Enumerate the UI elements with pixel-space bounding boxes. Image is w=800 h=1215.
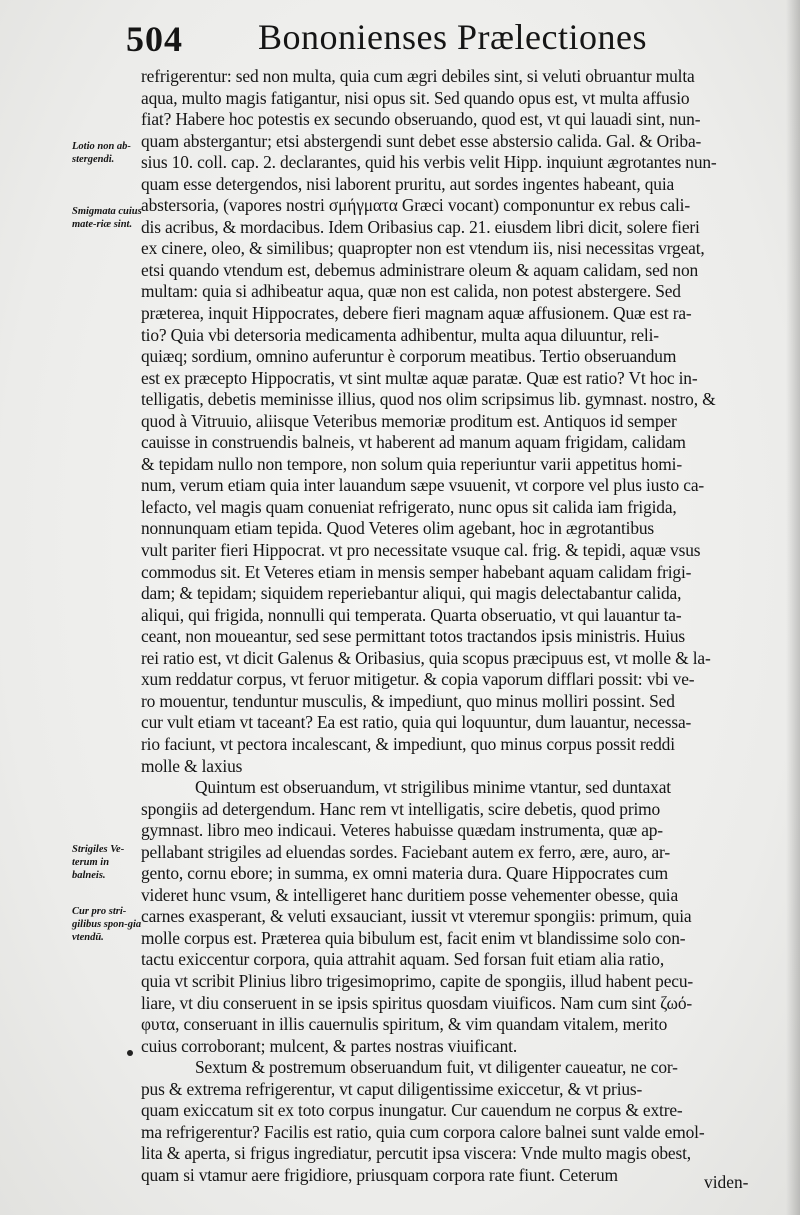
text-line: etsi quando vtendum est, debemus administrare oleum & aquam calidam, sed non (141, 259, 699, 280)
text-line: vult pariter fieri Hippocrat. vt pro necessitate vsuque cal. frig. & tepidi, aquæ vsus (141, 540, 701, 561)
text-line: ex cinere, oleo, & similibus; quapropter non est vtendum iis, nisi necessitas vrgeat, (141, 238, 705, 259)
page-number: 504 (126, 19, 183, 59)
text-line: quod à Vitruuio, aliisque Veteribus memoriæ proditum est. Antiquos id semper (141, 410, 677, 431)
text-line: quiæq; sordium, omnino auferuntur è corporum meatibus. Tertio obseruandum (141, 346, 677, 367)
text-line: aqua, multo magis fatigantur, nisi opus sit. Sed quando opus est, vt multa affusio (141, 87, 690, 108)
text-line: Sextum & postremum obseruandum fuit, vt diligenter caueatur, ne cor- (195, 1057, 678, 1078)
ink-speck (127, 1050, 133, 1056)
text-line: φυτα, conseruant in illis cauernulis spiritum, & vim quandam vitalem, merito (141, 1014, 668, 1035)
text-line: aliqui, qui frigida, nonnulli qui temperata. Quarta obseruatio, vt qui lauantur ta- (141, 604, 682, 625)
text-line: pus & extrema refrigerentur, vt caput diligentissime exiccetur, & vt prius- (141, 1078, 643, 1099)
text-line: tio? Quia vbi detersoria medicamenta adhibentur, multa aqua diluuntur, reli- (141, 324, 659, 345)
text-line: spongiis ad detergendum. Hanc rem vt intelligatis, scire debetis, quod primo (141, 798, 661, 819)
text-line: sius 10. coll. cap. 2. declarantes, quid his verbis velit Hipp. inquiunt ægrotantes nun- (141, 152, 717, 173)
text-line: quam exiccatum sit ex toto corpus inungatur. Cur cauendum ne corpus & extre- (141, 1100, 683, 1121)
catchword: viden- (704, 1172, 749, 1192)
text-line: molle & laxius (141, 755, 243, 776)
text-line: nonnunquam etiam tepida. Quod Veteres olim agebant, hoc in ægrotantibus (141, 518, 655, 539)
text-line: refrigerentur: sed non multa, quia cum ægri debiles sint, si veluti obruantur multa (141, 66, 695, 86)
text-line: abstersoria, (vapores nostri σμήγματα Græci vocant) componuntur ex rebus cali- (141, 195, 690, 216)
text-line: dam; & tepidam; siquidem reperiebantur aliqui, qui magis delectabantur calida, (141, 583, 682, 604)
text-line: rei ratio est, vt dicit Galenus & Oribasius, quia scopus præcipuus est, vt molle & la- (141, 647, 711, 668)
text-line: carnes exasperant, & veluti exsauciant, iussit vt vteremur spongiis: primum, quia (141, 906, 692, 927)
text-line: Quintum est obseruandum, vt strigilibus minime vtantur, sed duntaxat (195, 777, 671, 798)
text-line: telligatis, debetis meminisse illius, quod nos olim scripsimus lib. gymnast. nostro, & (141, 389, 716, 410)
body-text (141, 66, 767, 1186)
text-line: dis acribus, & mordacibus. Idem Oribasius cap. 21. eiusdem libri dicit, solere fieri (141, 216, 700, 237)
margin-note: Smigmata cuius mate-riæ sint. (72, 206, 142, 230)
text-line: lefacto, vel magis quam conueniat refrigerato, nunc opus sit calida iam frigida, (141, 496, 677, 517)
page-header (126, 14, 766, 66)
text-line: commodus sit. Et Veteres etiam in mensis semper habebant aquam calidam frigi- (141, 561, 692, 582)
text-line: ma refrigerentur? Facilis est ratio, quia cum corpora calore balnei sunt valde emol- (141, 1121, 705, 1142)
margin-note: Strigiles Ve-terum in balneis. (72, 844, 125, 881)
text-line: xum reddatur corpus, vt feruor mitigetur. & copia vaporum difflari possit: vbi ve- (141, 669, 695, 690)
text-line: quam abstergantur; etsi abstergendi sunt debet esse abstersio calida. Gal. & Oriba- (141, 130, 702, 151)
margin-note: Lotio non ab-stergendi. (72, 141, 131, 165)
text-line: quam si vtamur aere frigidiore, priusquam corpora rate fiunt. Ceterum (141, 1164, 618, 1185)
text-line: est ex præcepto Hippocratis, vt sint multæ aquæ paratæ. Quæ est ratio? Vt hoc in- (141, 367, 698, 388)
text-line: quia vt scribit Plinius libro trigesimoprimo, capite de spongiis, illud habent pecu- (141, 970, 694, 991)
text-line: num, verum etiam quia inter lauandum sæpe vsuuenit, vt corpore vel plus iusto ca- (141, 475, 705, 496)
text-line: multam: quia si adhibeatur aqua, quæ non est calida, non potest abstergere. Sed (141, 281, 681, 302)
text-line: ro mouentur, tenduntur musculis, & impediunt, quo minus molliri possint. Sed (141, 690, 675, 711)
text-line: gento, cornu ebore; in summa, ex omni materia dura. Quare Hippocrates cum (141, 863, 669, 884)
margin-notes (0, 0, 140, 1215)
text-line: cur vult etiam vt taceant? Ea est ratio, quia qui loquuntur, dum lauantur, necessa- (141, 712, 692, 733)
text-line: fiat? Habere hoc potestis ex secundo obseruando, quod est, vt qui lauadi sint, nun- (141, 109, 701, 130)
running-title: Bononienses Prælectiones (258, 17, 647, 57)
text-line: rio faciunt, vt pectora incalescant, & impediunt, quo minus corpus possit reddi (141, 733, 675, 754)
text-line: pellabant strigiles ad eluendas sordes. Faciebant autem ex ferro, ære, auro, ar- (141, 841, 670, 862)
page-edge-shadow (786, 0, 800, 1215)
margin-note: Cur pro stri-gilibus spon-gia vtendū. (72, 906, 142, 943)
text-line: cauisse in construendis balneis, vt haberent ad manum aquam frigidam, calidam (141, 432, 686, 453)
text-line: lita & aperta, si frigus ingrediatur, percutit ipsa viscera: Vnde multo magis obest, (141, 1143, 691, 1164)
text-line: & tepidam nullo non tempore, non solum quia reperiuntur varii appetitus homi- (141, 453, 682, 474)
text-line: videret hunc vsum, & intelligeret hanc duritiem posse vehementer obesse, quia (141, 884, 679, 905)
text-line: molle corpus est. Præterea quia bibulum est, facit enim vt blandissime solo con- (141, 927, 686, 948)
text-line: ceant, non moueantur, sed sese permittant totos tractandos ipsis ministris. Huius (141, 626, 686, 647)
text-line: præterea, inquit Hippocrates, debere fieri magnam aquæ affusionem. Quæ est ra- (141, 303, 692, 324)
text-line: gymnast. libro meo indicaui. Veteres habuisse quædam instrumenta, quæ ap- (141, 820, 663, 841)
text-line: tactu exiccentur corpora, quia attrahit aquam. Sed forsan fuit etiam alia ratio, (141, 949, 665, 970)
text-line: quam esse detergendos, nisi laborent pruritu, aut sordes ingentes habeant, quia (141, 173, 675, 194)
text-line: cuius corroborant; mulcent, & partes nostras viuificant. (141, 1035, 518, 1056)
text-line: liare, vt diu conseruent in se ipsis spiritus quosdam viuificos. Nam cum sint ζωό- (141, 992, 693, 1013)
